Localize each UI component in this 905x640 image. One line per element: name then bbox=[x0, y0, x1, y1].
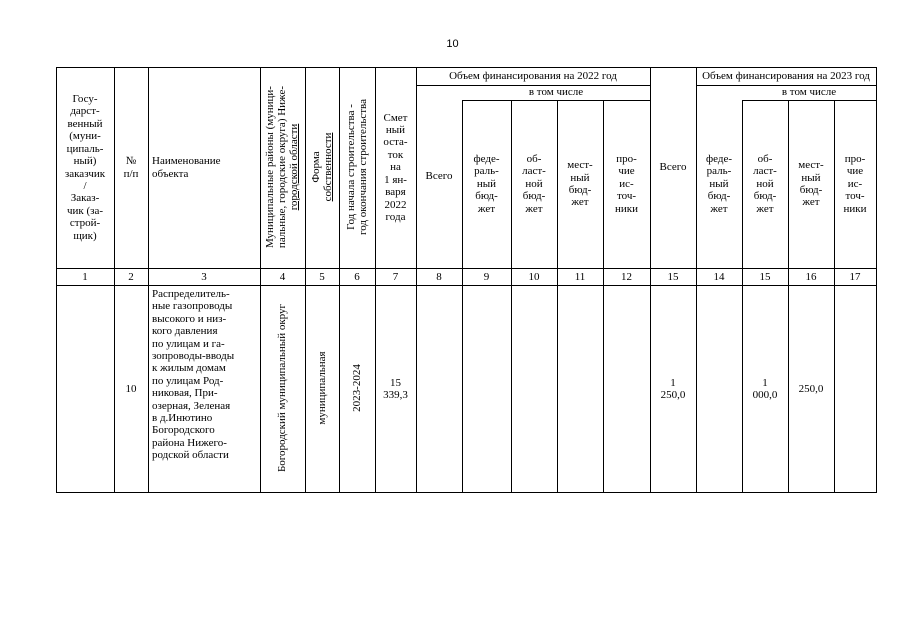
header-years-line1: Год начала строительства - bbox=[345, 104, 357, 230]
header-years bbox=[345, 99, 369, 235]
header-funding-2023: Объем финансирования на 2023 год bbox=[702, 69, 870, 82]
column-number-11: 11 bbox=[574, 271, 586, 283]
object-line: высокого и низ- bbox=[152, 312, 227, 325]
header-regional-2023: об- ласт- ной бюд- жет bbox=[753, 152, 777, 215]
row-estimate: 15 339,3 bbox=[383, 376, 408, 401]
investment-table bbox=[56, 67, 876, 492]
header-total-2022: Всего bbox=[425, 170, 453, 183]
object-line: Богородского bbox=[152, 424, 215, 437]
header-estimate-balance: Смет ный оста- ток на 1 ян- варя 2022 года bbox=[383, 111, 408, 223]
column-number-5: 5 bbox=[319, 271, 325, 283]
header-local-2022: мест- ный бюд- жет bbox=[567, 159, 593, 209]
header-districts-line3: городской области bbox=[288, 123, 300, 211]
row-object-name bbox=[152, 288, 260, 462]
object-line: озерная, Зеленая bbox=[152, 399, 231, 412]
row-years: 2023-2024 bbox=[351, 364, 363, 412]
row-district: Богородский муниципальный округ bbox=[276, 303, 288, 473]
row-regional-2023: 1 000,0 bbox=[752, 376, 778, 401]
header-object-name: Наименование объекта bbox=[152, 155, 221, 180]
table-border-bottom bbox=[56, 492, 876, 493]
row-federal-2022 bbox=[462, 286, 511, 492]
object-line: к жилым домам bbox=[152, 362, 226, 375]
object-line: Распределитель- bbox=[152, 288, 230, 300]
row-regional-2022 bbox=[511, 286, 557, 492]
column-number-16: 16 bbox=[805, 271, 817, 283]
object-line: в д.Инютино bbox=[152, 412, 213, 425]
row-num: 10 bbox=[125, 382, 137, 395]
header-ownership-line2: собственности bbox=[322, 132, 334, 202]
column-number-4: 4 bbox=[279, 271, 286, 283]
object-line: никовая, При- bbox=[152, 387, 218, 400]
column-number-10: 10 bbox=[528, 271, 540, 283]
header-funding-2022: Объем финансирования на 2022 год bbox=[449, 69, 617, 82]
page-number: 10 bbox=[446, 38, 459, 50]
header-other-2023: про- чие ис- точ- ники bbox=[843, 152, 867, 215]
column-number-2: 2 bbox=[128, 271, 134, 283]
header-federal-2022: феде- раль- ный бюд- жет bbox=[473, 152, 500, 215]
header-including-2023: в том числе bbox=[781, 86, 837, 99]
column-number-12: 12 bbox=[621, 271, 632, 283]
header-districts bbox=[264, 86, 300, 248]
row-ownership: муниципальная bbox=[316, 351, 328, 425]
header-districts-line1: Муниципальные районы (муници- bbox=[264, 86, 276, 248]
header-total-2023: Всего bbox=[659, 161, 687, 174]
column-number-1: 1 bbox=[82, 271, 88, 283]
header-ownership-line1: Форма bbox=[310, 151, 322, 183]
column-number-9: 9 bbox=[483, 271, 490, 283]
header-including-2022: в том числе bbox=[528, 86, 584, 99]
row-local-2022 bbox=[557, 286, 603, 492]
header-districts-line2: пальные, городские округа) Ниже- bbox=[276, 85, 288, 249]
object-line: зопроводы-вводы bbox=[152, 350, 235, 363]
row-local-2023: 250,0 bbox=[798, 382, 824, 395]
object-line: по улицам и га- bbox=[152, 337, 225, 350]
table-line-header-bottom bbox=[56, 268, 876, 269]
object-line: по улицам Род- bbox=[152, 374, 224, 387]
column-number-6: 6 bbox=[354, 271, 360, 283]
col-border-17 bbox=[876, 67, 877, 493]
column-number-3: 3 bbox=[201, 271, 207, 283]
row-other-2022 bbox=[603, 286, 650, 492]
row-total-2023: 1 250,0 bbox=[660, 376, 686, 401]
row-other-2023 bbox=[834, 286, 876, 492]
column-number-14: 14 bbox=[713, 271, 725, 283]
row-federal-2023 bbox=[696, 286, 742, 492]
header-years-line2: год окончания строительства bbox=[357, 99, 369, 235]
object-line: ные газопроводы bbox=[152, 300, 233, 313]
header-customer: Госу- дарст- венный (муни- ципаль- ный) заказчик / Заказ- чик (за- строй- щик) bbox=[64, 93, 106, 242]
header-local-2023: мест- ный бюд- жет bbox=[798, 159, 824, 209]
column-number-8: 8 bbox=[436, 271, 442, 283]
header-regional-2022: об- ласт- ной бюд- жет bbox=[522, 152, 546, 215]
header-federal-2023: феде- раль- ный бюд- жет bbox=[705, 152, 732, 215]
header-num: № п/п bbox=[123, 155, 139, 180]
column-number-17: 17 bbox=[849, 271, 861, 283]
object-line: кого давления bbox=[152, 325, 218, 338]
header-other-2022: про- чие ис- точ- ники bbox=[614, 152, 638, 215]
row-total-2022 bbox=[416, 286, 462, 492]
object-line: родской области bbox=[152, 449, 229, 462]
object-line: района Нижего- bbox=[152, 436, 227, 449]
row-customer bbox=[56, 286, 114, 492]
column-number-13: 15 bbox=[667, 271, 679, 283]
column-number-15: 15 bbox=[759, 271, 771, 283]
header-ownership bbox=[310, 133, 334, 202]
column-number-7: 7 bbox=[392, 271, 399, 283]
